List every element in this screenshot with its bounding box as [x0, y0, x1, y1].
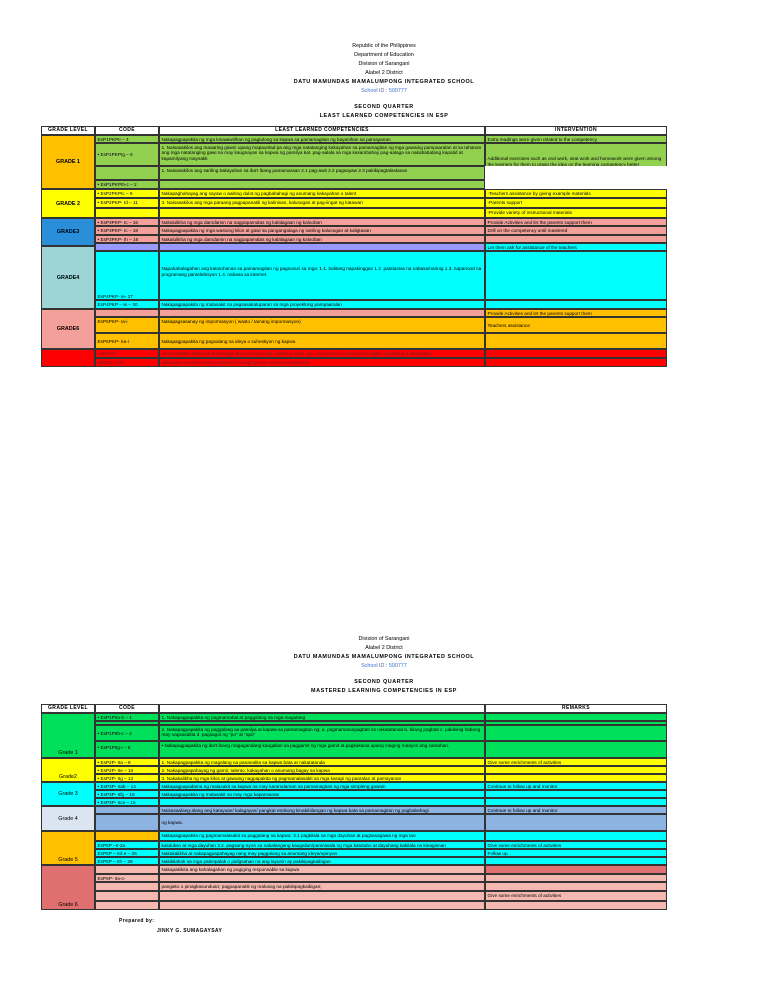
header-district: Alabel 2 District: [365, 645, 403, 651]
code-cell: EsP4PKP – Ie – 30: [95, 300, 159, 309]
competency-cell: • Nakapagpapakita ng iba't ibang magagandang kaugalian sa paggamit ng mga gamit at pagkakaisa upang maging maayos ang samahan.: [159, 741, 485, 758]
remarks-cell: Follow up: [485, 849, 667, 857]
code-cell: [95, 891, 159, 901]
grade-cell: GRADE 2: [41, 189, 95, 218]
table-row: [41, 882, 667, 891]
remarks-cell: Continue to follow up and monitor: [485, 806, 667, 814]
remarks-cell: [485, 901, 667, 910]
competency-cell: demonstrates skills and knowledge about foreground, middle ground, and background to emphasize depth in painting a landscape: [159, 349, 485, 358]
competency-cell: 3. Naisasakilos ang mga paraang pagpapanatili ng kalinisan, kalusugan at pag-iingat ng katawan: [159, 198, 485, 208]
table-row: [41, 300, 667, 309]
header-district: Alabel 2 District: [365, 70, 403, 76]
remarks-cell: [485, 874, 667, 882]
header-1: [0, 42, 768, 121]
remarks-cell: [485, 831, 667, 841]
code-cell: • EsP1PKPIh-c – 2: [95, 180, 159, 189]
intervention-cell: [485, 251, 667, 300]
competency-cell: Nakalulikha ng mga damdamin na nagpapamalas ng kalalagaan ng kalooban: [159, 218, 485, 226]
code-cell: EsP5P –II-2a: [95, 841, 159, 849]
table-row: [41, 849, 667, 857]
grade-cell: Grade 1: [41, 713, 95, 758]
remarks-cell: [485, 814, 667, 831]
remarks-cell: Continue to follow up and monitor: [485, 782, 667, 790]
grade-cell: Grade2: [41, 758, 95, 782]
intervention-cell: Drill on the competency until mastered: [485, 226, 667, 235]
header-school: DATU MAMUNDAS MAMALUMPONG INTEGRATED SCHOOL: [293, 654, 475, 660]
code-cell: [95, 208, 159, 218]
table-row: [41, 208, 667, 218]
header-title: LEAST LEARNED COMPETENCIES IN ESP: [319, 113, 449, 119]
competency-cell: 2. Nakapagpapakita ng paggalang sa pamilya at kapwa sa pamamagitan ng: a. pagmamano/pagbati sa nakatatanda b. bilang pagbati c. pakikinig habang may nagsasalita d. pagsagot ng "po" at "opo": [159, 725, 485, 741]
code-cell: [95, 865, 159, 874]
header-division: Division of Sarangani: [358, 61, 410, 67]
grade-cell: GRADE4: [41, 246, 95, 309]
intervention-cell: -Teachers assistance by giving example materials: [485, 189, 667, 198]
col-code: CODE: [95, 704, 159, 713]
table-row: [41, 135, 667, 143]
table-row: [41, 143, 667, 166]
table-row: [41, 806, 667, 814]
competency-cell: Nakapagpapakita ng mga wastong kilos at gawi sa pangangalaga ng sariling kalusugan at kaligtasan: [159, 226, 485, 235]
remarks-cell: Give some enrichments of activities: [485, 758, 667, 766]
competency-cell: [159, 243, 485, 251]
code-cell: • EsP1PIIg-i – 6: [95, 741, 159, 758]
remarks-cell: [485, 882, 667, 891]
competency-cell: 1. Nakapagpapakita ng magalang na pananalita sa kapwa bata at nakatatanda: [159, 758, 485, 766]
code-cell: EsP5P – IId-e – 25: [95, 849, 159, 857]
header-school-id: School ID : 500777: [361, 88, 407, 94]
table-row: [41, 226, 667, 235]
least-learned-table: [41, 126, 667, 370]
grade-cell: Grade 6: [41, 865, 95, 910]
intervention-cell: Extra readings were given related to the competency: [485, 135, 667, 143]
remarks-cell: [485, 741, 667, 758]
intervention-cell: [485, 235, 667, 243]
table-row: [41, 857, 667, 865]
competency-cell: Napahahalagahan ang katotohanan sa pamamagitan ng pagsusuri sa mga: 1.1. balitang napakinggan 1.2. patalastas na nabasa/narinig 1.3. napanood na programang pantelebisyon 1.4. nabasa sa internet.: [159, 251, 485, 300]
table-row: [41, 349, 667, 358]
table-header-row: [41, 126, 667, 135]
competency-cell: Nakapagpapakita ng pagmamalasakit sa paggalang sa kapwa: 3.1 pagkilala sa mga dayuhan at pagsasagawa ng mga tao: [159, 831, 485, 841]
code-cell: • EsP1PIIb-c – 4: [95, 725, 159, 741]
competency-cell: 1. Nakapagpapakita ng pagmamahal at paggalang sa mga magulang: [159, 713, 485, 721]
intervention-cell: [485, 300, 667, 309]
prepared-by-name: JINKY G. SUMAGAYSAY: [157, 928, 223, 934]
table-row: [41, 725, 667, 741]
code-cell: • EsP3PKP- Ic – 16: [95, 218, 159, 226]
table-row: [41, 317, 667, 333]
table-row: [41, 235, 667, 243]
table-header-row: [41, 704, 667, 713]
competency-cell: Nakapagpapadama ng malasakit sa kapwa na may karamdaman sa pamamagitan ng mga simpleng gawain: [159, 782, 485, 790]
table-row: [41, 218, 667, 226]
code-cell: H5CMH-IIj-9: [95, 358, 159, 367]
intervention-cell: Teachers assistance: [485, 317, 667, 333]
code-cell: • EsP1PKPIg – 6: [95, 143, 159, 166]
competency-cell: [159, 891, 485, 901]
header-deped: Department of Education: [354, 52, 414, 58]
code-cell: A5PR-IIf: [95, 349, 159, 358]
table-row: [41, 774, 667, 782]
table-row: [41, 180, 485, 189]
competency-cell: kalulukso at mga dayuhan 3.2. pagsang-ayon sa nakalangang kaugalian/paniniwala ng mga katutubo at dayuhang kakilala na kinagisnan: [159, 841, 485, 849]
remarks-cell: [485, 774, 667, 782]
competency-cell: 1. Naisasakilos ang maaaring gawin upang mapaunlad pa ang mga natatanging kakayahan sa pamamagitan ng mga gawaing pampaaralan at sa tahanan ang mga natatanging gawi na may kaugnayan sa kapwa ng pamilya kat. pag-aalala sa mga kasambahay pag-aalaga sa nakababatang kapatid at kapamilyang maysakit: [159, 143, 485, 166]
header-2: [0, 635, 768, 696]
intervention-cell: [485, 349, 667, 358]
col-grade-level: GRADE LEVEL: [41, 704, 95, 713]
col-code: CODE: [95, 126, 159, 135]
table-row: [41, 874, 667, 882]
intervention-cell: -Provide variety of instructional materials: [485, 208, 667, 218]
code-cell: EsP6PKP- IIa-i: [95, 333, 159, 349]
table-row: [41, 741, 667, 758]
competency-cell: Nakalulikha ng mga damdamin na nagpapamalas ng kalalagaan ng kalooban: [159, 235, 485, 243]
code-cell: • EsP2PKPIc – 9: [95, 189, 159, 198]
competency-cell: Nakapaghahayag ang sayaw o awiting dulot ng pagbabahagi ng anumang kakayahan o talent: [159, 189, 485, 198]
header-quarter: SECOND QUARTER: [354, 679, 414, 685]
remarks-cell: [485, 798, 667, 806]
table-row: [41, 831, 667, 841]
grade-cell: GRADE 1: [41, 135, 95, 189]
intervention-cell: [485, 333, 667, 349]
remarks-cell: [485, 857, 667, 865]
table-row: [41, 758, 667, 766]
table-row: [41, 901, 667, 910]
code-cell: • EsP2P- IIe – 10: [95, 766, 159, 774]
intervention-cell: Provide Activities and let the parents support them: [485, 218, 667, 226]
code-cell: • EsP2P- IIg – 12: [95, 774, 159, 782]
code-cell: • EsP3PKP- Ih – 16: [95, 235, 159, 243]
table-row: [41, 166, 485, 180]
code-cell: [95, 166, 159, 180]
intervention-cell: -Parents support: [485, 198, 667, 208]
competency-cell: [159, 874, 485, 882]
grade-cell: GRADE3: [41, 218, 95, 246]
code-cell: EsP5P – IIh – 28: [95, 857, 159, 865]
code-cell: EsP6PKP- Ia-i: [95, 317, 159, 333]
intervention-cell: [485, 358, 667, 367]
code-cell: EsP1PKPII – 3: [95, 135, 159, 143]
competency-cell: Nakapagpapakita ng malasakit na pagsasakatuparan sa mga proyektong pampaaralan: [159, 300, 485, 309]
grade-cell: Grade 5: [41, 831, 95, 865]
table-row: [41, 798, 667, 806]
header-quarter: SECOND QUARTER: [354, 104, 414, 110]
code-cell: • EsP2PKP- Id – 11: [95, 198, 159, 208]
table-row: [41, 189, 667, 198]
col-intervention: INTERVENTION: [485, 126, 667, 135]
code-cell: [95, 243, 159, 251]
mastered-table: [41, 704, 667, 910]
remarks-cell: [485, 713, 667, 721]
table-row: [41, 891, 667, 901]
table-row: [41, 766, 667, 774]
code-cell: [95, 814, 159, 831]
code-cell: [95, 806, 159, 814]
prepared-by-label: Prepared by:: [119, 918, 155, 924]
remarks-cell: [485, 766, 667, 774]
competency-cell: 3. Nakakalikha ng mga kilos at gawaing nagpapakita ng pagmamalasakit sa mga kasapi ng paaralan at pamayanan: [159, 774, 485, 782]
table-row: [41, 309, 667, 317]
table-row: [41, 814, 667, 831]
intervention-cell: Additional exercises such as oral work, seat work and homework were given among the learners for them to grasp the idea on the learning competency better: [485, 143, 667, 166]
competency-cell: Nakapagpapakita ng mga kinawiwilihan ng pagtulong sa kapwa sa pamamagitan ng bayanihan sa pamayanan: [159, 135, 485, 143]
code-cell: • EsP3P- IIab – 14: [95, 782, 159, 790]
header-school-id: School ID : 500777: [361, 663, 407, 669]
grade-cell: Grade 4: [41, 806, 95, 831]
code-cell: EsP6P- IIa-c-: [95, 874, 159, 882]
competency-cell: [159, 208, 485, 218]
competency-cell: Nakikilahok sa mga patimpalak o paligsahan na ang layunin ay pakikipagkaibigan: [159, 857, 485, 865]
code-cell: • EsP3P- IIce – 15: [95, 798, 159, 806]
code-cell: [95, 901, 159, 910]
code-cell: [95, 882, 159, 891]
code-cell: • EsP2P- IIa – 8: [95, 758, 159, 766]
table-row: [41, 333, 667, 349]
competency-cell: pangako o pinagkasunduan; pagpapanatili ng malusog na pakikipagkaibigan;: [159, 882, 485, 891]
code-cell: • EsP1PIIa-b – 1: [95, 713, 159, 721]
competency-cell: Nakapagpapakita ng pagsalang sa ideya o suhestiyon ng kapwa: [159, 333, 485, 349]
header-division: Division of Sarangani: [358, 636, 410, 642]
competency-cell: Nakapagpapakita ng malasakit sa may mga kapansanan: [159, 790, 485, 798]
competency-cell: [159, 309, 485, 317]
code-cell: [95, 831, 159, 841]
col-grade-level: GRADE LEVEL: [41, 126, 95, 135]
intervention-cell: Let them ask for assistance of the teachers: [485, 243, 667, 251]
col-competencies: LEAST LEARNED COMPETENCIES: [159, 126, 485, 135]
code-cell: [95, 309, 159, 317]
competency-cell: Nakapagsasanay ng impormasyon ( wasto / tamang impormasyon): [159, 317, 485, 333]
col-remarks: REMARKS: [485, 704, 667, 713]
table-row: [41, 865, 667, 874]
competency-cell: Nakapakikita ang kahalagahan ng pagiging responsable sa kapwa: [159, 865, 485, 874]
remarks-cell: [485, 865, 667, 874]
header-republic: Republic of the Philippines: [352, 43, 416, 49]
code-cell: • EsP3PKP- Ic – 18: [95, 226, 159, 235]
remarks-cell: Give some enrichments of activities: [485, 841, 667, 849]
competency-cell: [159, 798, 485, 806]
col-competencies: [159, 704, 485, 713]
competency-cell: Nakakalikha at nakapagpapahayag nang may paggalang sa anumang ideya/opinyon: [159, 849, 485, 857]
code-cell: EsP4PKP- Ie- 27: [95, 251, 159, 300]
header-title: MASTERED LEARNING COMPETENCIES IN ESP: [311, 688, 457, 694]
table-row: [41, 782, 667, 790]
table-row: [41, 841, 667, 849]
table-row: [41, 713, 667, 721]
code-cell: • EsP3P- IIfg – 16: [95, 790, 159, 798]
header-school: DATU MAMUNDAS MAMALUMPONG INTEGRATED SCHOOL: [293, 79, 475, 85]
competency-cell: advocates environmental protection through proper waste management: [159, 358, 485, 367]
table-row: [41, 198, 667, 208]
competency-cell: 2. Nakapagpapahayag ng gamit, talento, kakayahan o anumang bagay sa kapwa: [159, 766, 485, 774]
table-row: [41, 358, 667, 367]
competency-cell: [159, 180, 485, 189]
competency-cell: Naisasaalang-alang ang katayuan/ kalagayan/ pangkat etnikong kinabibilangan ng kapwa bata sa pamamagitan ng pagbabahagi: [159, 806, 485, 814]
remarks-cell: [485, 725, 667, 741]
competency-cell: 1. Naisasakilos ang sariling kakayahan sa iba't ibang pamamaraan 2.1 pag-awit 2.2 pagsayaw 2.3 pakikipagtalastasan: [159, 166, 485, 180]
competency-cell: [159, 901, 485, 910]
table-row: [41, 790, 667, 798]
table-row: [41, 243, 667, 251]
remarks-cell: Give some enrichments of activities: [485, 891, 667, 901]
intervention-cell: Provide Activities and let the parents support them: [485, 309, 667, 317]
remarks-cell: [485, 790, 667, 798]
grade-cell: Grade 3: [41, 782, 95, 806]
table-row: [41, 251, 667, 300]
grade-cell: GRADE6: [41, 309, 95, 349]
competency-cell: ng kapwa.: [159, 814, 485, 831]
